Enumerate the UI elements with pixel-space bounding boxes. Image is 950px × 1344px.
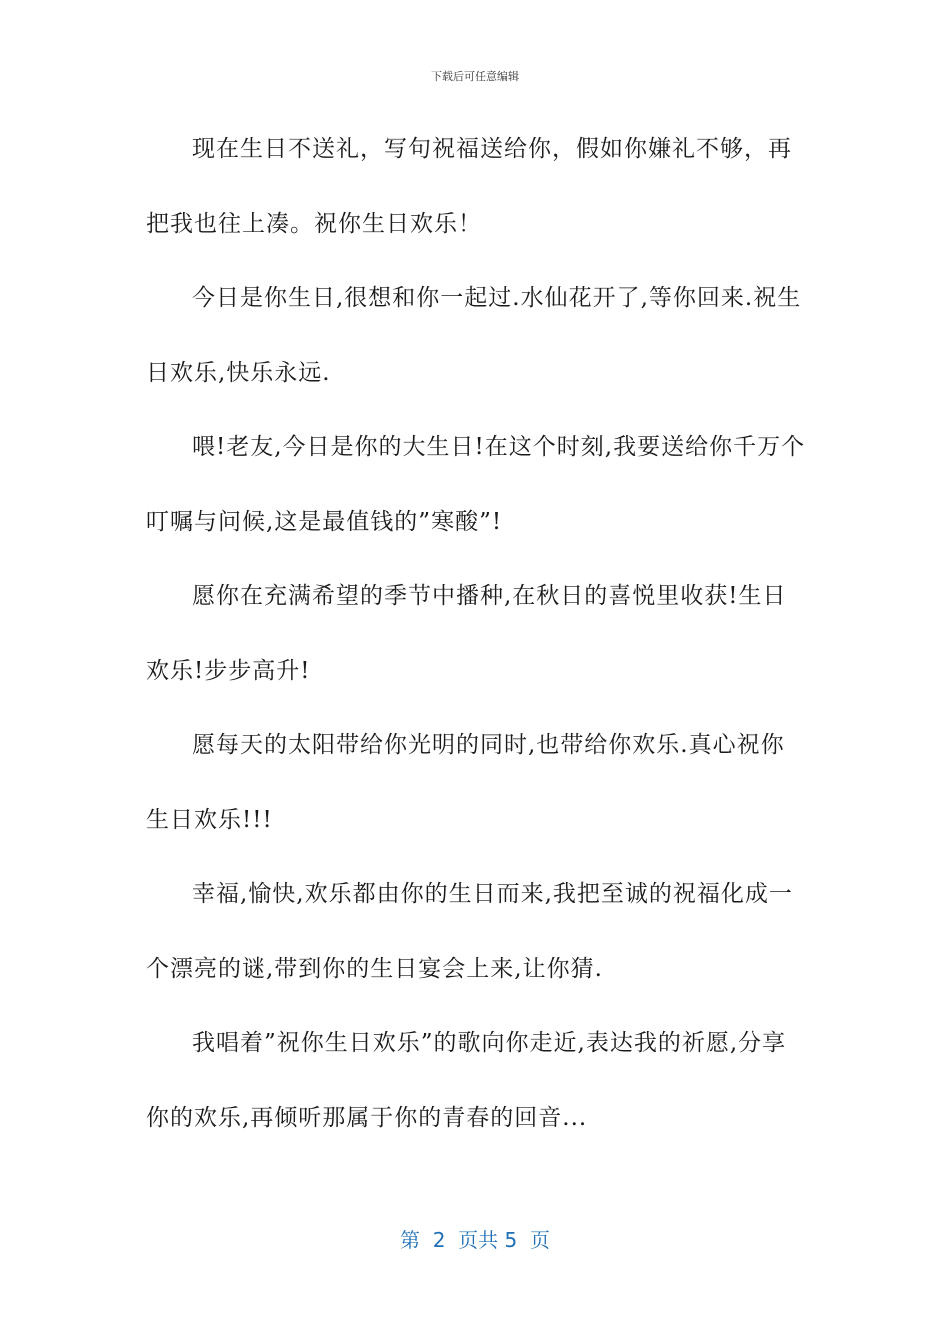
page-number-footer: 第 2 页共 5 页 [400,1228,550,1252]
document-body [146,112,806,1155]
paragraph: 愿每天的太阳带给你光明的同时,也带给你欢乐.真心祝你生日欢乐!!! [146,732,785,833]
paragraph: 我唱着”祝你生日欢乐”的歌向你走近,表达我的祈愿,分享你的欢乐,再倾听那属于你的青春的回音... [146,1030,787,1131]
paragraph: 现在生日不送礼，写句祝福送给你，假如你嫌礼不够，再把我也往上凑。祝你生日欢乐！ [146,136,792,237]
paragraph: 今日是你生日,很想和你一起过.水仙花开了,等你回来.祝生日欢乐,快乐永远. [146,285,802,386]
paragraph: 愿你在充满希望的季节中播种,在秋日的喜悦里收获!生日欢乐!步步高升! [146,583,787,684]
paragraph: 喂!老友,今日是你的大生日!在这个时刻,我要送给你千万个叮嘱与问候,这是最值钱的”寒酸”! [146,434,806,535]
paragraph: 幸福,愉快,欢乐都由你的生日而来,我把至诚的祝福化成一个漂亮的谜,带到你的生日宴会上来,让你猜. [146,881,793,982]
page-header: 下载后可任意编辑 [431,70,519,83]
